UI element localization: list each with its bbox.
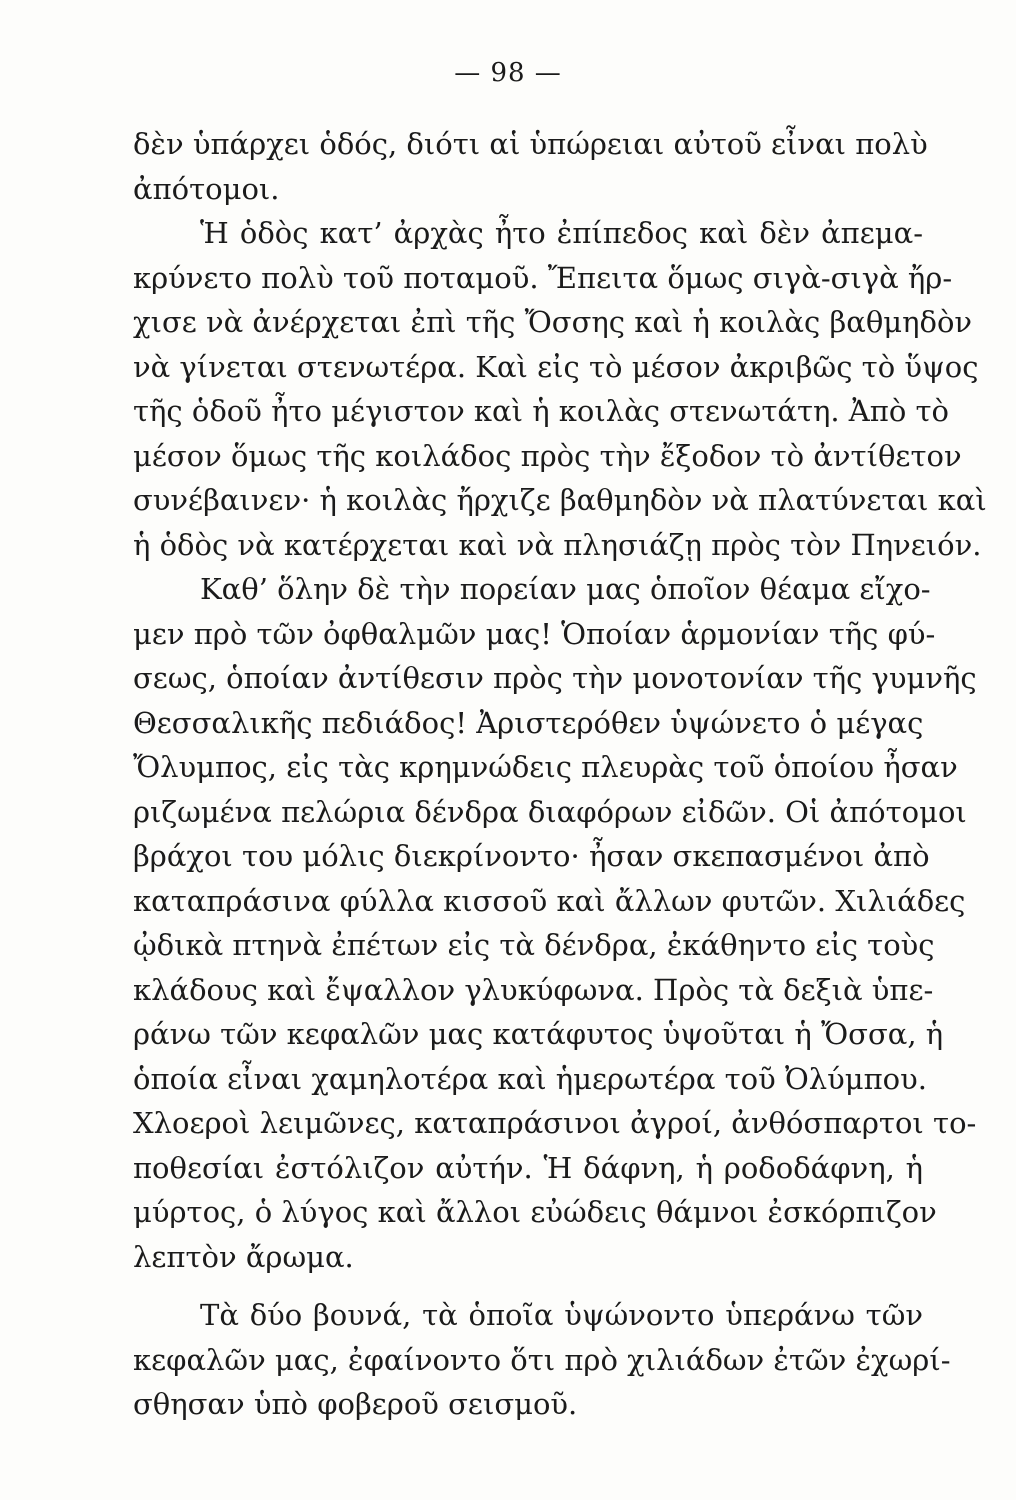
- text-line: νὰ γίνεται στενωτέρα. Καὶ εἰς τὸ μέσον ἀκριβῶς τὸ ὕψος: [133, 349, 979, 384]
- text-line: ριζωμένα πελώρια δένδρα διαφόρων εἰδῶν. Οἱ ἀπότομοι: [133, 794, 967, 829]
- text-line: καταπράσινα φύλλα κισσοῦ καὶ ἄλλων φυτῶν. Χιλιάδες: [133, 883, 966, 918]
- text-line: τῆς ὁδοῦ ἦτο μέγιστον καὶ ἡ κοιλὰς στενωτάτη. Ἀπὸ τὸ: [133, 394, 949, 428]
- text-line: Ὄλυμπος, εἰς τὰς κρημνώδεις πλευρὰς τοῦ ὁποίου ἦσαν: [133, 750, 958, 784]
- text-line: Καθ’ ὅλην δὲ τὴν πορείαν μας ὁποῖον θέαμα εἴχο-: [200, 572, 931, 606]
- text-line: ράνω τῶν κεφαλῶν μας κατάφυτος ὑψοῦται ἡ Ὄσσα, ἡ: [133, 1017, 944, 1051]
- text-line: Θεσσαλικῆς πεδιάδος! Ἀριστερόθεν ὑψώνετο ὁ μέγας: [133, 705, 924, 740]
- text-line: κρύνετο πολὺ τοῦ ποταμοῦ. Ἔπειτα ὅμως σιγὰ-σιγὰ ἤρ-: [133, 260, 953, 295]
- text-line: ποθεσίαι ἐστόλιζον αὐτήν. Ἡ δάφνη, ἡ ροδοδάφνη, ἡ: [133, 1150, 923, 1185]
- page-number: — 98 —: [454, 58, 562, 88]
- text-line: κεφαλῶν μας, ἐφαίνοντο ὅτι πρὸ χιλιάδων ἐτῶν ἐχωρί-: [133, 1342, 951, 1377]
- text-line: κλάδους καὶ ἔψαλλον γλυκύφωνα. Πρὸς τὰ δεξιὰ ὑπε-: [133, 972, 934, 1007]
- text-line: μεν πρὸ τῶν ὀφθαλμῶν μας! Ὁποίαν ἁρμονίαν τῆς φύ-: [133, 616, 936, 651]
- text-line: συνέβαινεν· ἡ κοιλὰς ἤρχιζε βαθμηδὸν νὰ πλατύνεται καὶ: [133, 483, 987, 517]
- text-line: μέσον ὅμως τῆς κοιλάδος πρὸς τὴν ἔξοδον τὸ ἀντίθετον: [133, 438, 962, 473]
- paragraph-gap: [133, 1279, 923, 1293]
- text-line: δὲν ὑπάρχει ὁδός, διότι αἱ ὑπώρειαι αὐτοῦ εἶναι πολὺ: [133, 127, 928, 161]
- text-line: ἡ ὁδὸς νὰ κατέρχεται καὶ νὰ πλησιάζῃ πρὸς τὸν Πηνειόν.: [133, 527, 982, 562]
- text-line: Χλοεροὶ λειμῶνες, καταπράσινοι ἀγροί, ἀνθόσπαρτοι το-: [133, 1106, 977, 1140]
- text-line: σθησαν ὑπὸ φοβεροῦ σεισμοῦ.: [133, 1387, 578, 1421]
- text-line: ἀπότομοι.: [133, 171, 280, 206]
- text-line: σεως, ὁποίαν ἀντίθεσιν πρὸς τὴν μονοτονίαν τῆς γυμνῆς: [133, 661, 977, 695]
- text-line: μύρτος, ὁ λύγος καὶ ἄλλοι εὐώδεις θάμνοι ἐσκόρπιζον: [133, 1195, 937, 1229]
- text-line: βράχοι του μόλις διεκρίνοντο· ἦσαν σκεπασμένοι ἀπὸ: [133, 839, 930, 873]
- text-line: λεπτὸν ἄρωμα.: [133, 1239, 354, 1274]
- text-line: ὁποία εἶναι χαμηλοτέρα καὶ ἡμερωτέρα τοῦ Ὀλύμπου.: [133, 1061, 927, 1096]
- body-text: [133, 122, 987, 1427]
- text-line: Ἡ ὁδὸς κατ’ ἀρχὰς ἦτο ἐπίπεδος καὶ δὲν ἀπεμα-: [200, 216, 923, 250]
- text-line: ᾠδικὰ πτηνὰ ἐπέτων εἰς τὰ δένδρα, ἐκάθηντο εἰς τοὺς: [133, 928, 935, 962]
- text-line: χισε νὰ ἀνέρχεται ἐπὶ τῆς Ὄσσης καὶ ἡ κοιλὰς βαθμηδὸν: [133, 305, 973, 339]
- text-line: Τὰ δύο βουνά, τὰ ὁποῖα ὑψώνοντο ὑπεράνω τῶν: [200, 1298, 923, 1332]
